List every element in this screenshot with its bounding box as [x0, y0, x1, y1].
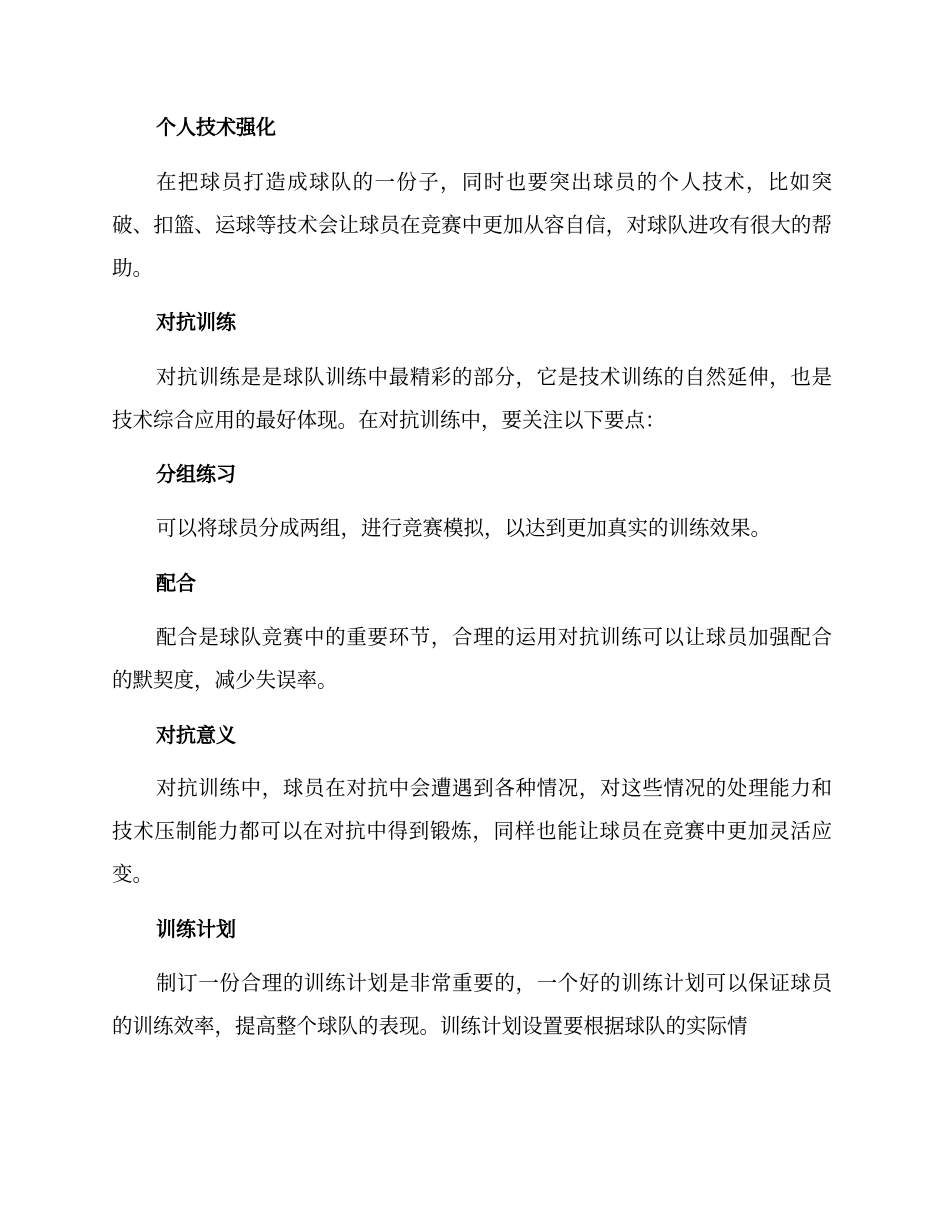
section-heading-confrontation-training: 对抗训练	[156, 310, 236, 334]
section-paragraph-group-practice: 可以将球员分成两组，进行竞赛模拟，以达到更加真实的训练效果。	[156, 516, 771, 540]
section-heading-coordination: 配合	[156, 571, 196, 595]
section-paragraph-confrontation-training: 对抗训练是是球队训练中最精彩的部分，它是技术训练的自然延伸，也是技术综合应用的最好体现。在对抗训练中，要关注以下要点：	[112, 365, 832, 432]
section-paragraph-coordination: 配合是球队竞赛中的重要环节，合理的运用对抗训练可以让球员加强配合的默契度，减少失误率。	[112, 625, 832, 692]
section-heading-confrontation-meaning: 对抗意义	[156, 723, 236, 747]
section-heading-group-practice: 分组练习	[156, 462, 236, 486]
section-paragraph-individual-skills: 在把球员打造成球队的一份子，同时也要突出球员的个人技术，比如突破、扣篮、运球等技术会让球员在竞赛中更加从容自信，对球队进攻有很大的帮助。	[112, 170, 832, 280]
section-heading-training-plan: 训练计划	[156, 917, 236, 941]
section-heading-individual-skills: 个人技术强化	[156, 115, 276, 139]
section-paragraph-training-plan: 制订一份合理的训练计划是非常重要的，一个好的训练计划可以保证球员的训练效率，提高整个球队的表现。训练计划设置要根据球队的实际情	[112, 971, 832, 1038]
section-paragraph-confrontation-meaning: 对抗训练中，球员在对抗中会遭遇到各种情况，对这些情况的处理能力和技术压制能力都可以在对抗中得到锻炼，同样也能让球员在竞赛中更加灵活应变。	[112, 776, 832, 886]
